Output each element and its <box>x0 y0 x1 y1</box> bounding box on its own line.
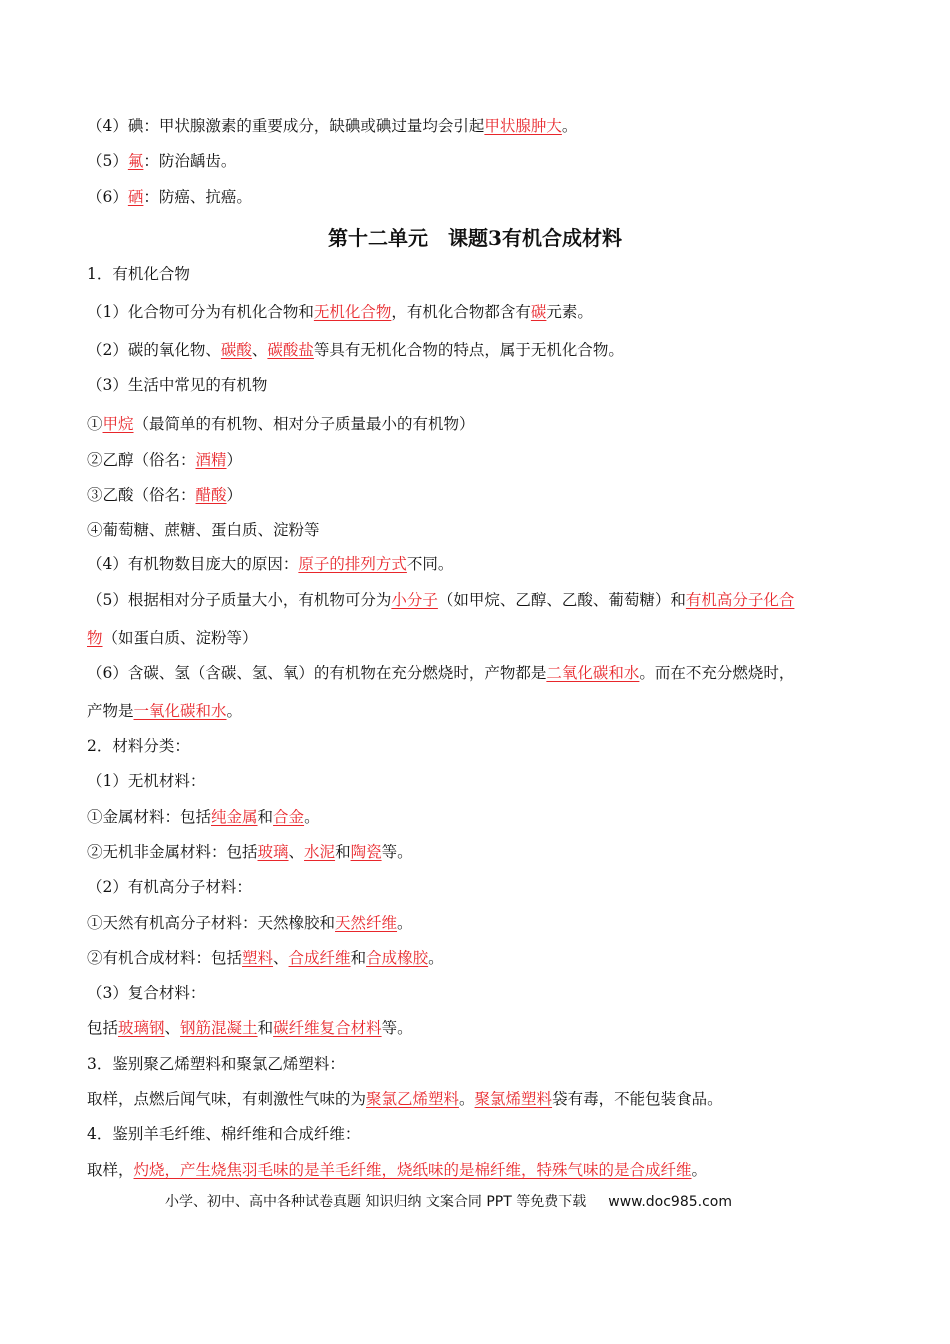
answer-text: 碳酸盐 <box>267 341 314 359</box>
body-text: 取样，点燃后闻气味，有刺激性气味的为 <box>87 1090 367 1108</box>
answer-text: 甲烷 <box>102 415 134 433</box>
body-text: 等具有无机化合物的特点，属于无机化合物。 <box>313 341 624 359</box>
footer-text: 小学、初中、高中各种试卷真题 知识归纳 文案合同 PPT 等免费下载 <box>165 1194 587 1210</box>
body-text: 、 <box>251 341 268 359</box>
body-text: 。 <box>397 914 413 932</box>
text-line <box>87 264 190 284</box>
text-line <box>87 414 475 434</box>
text-line <box>87 1160 707 1180</box>
answer-text: 物 <box>87 629 103 647</box>
body-text: 和 <box>257 808 274 826</box>
body-text: ②无机非金属材料：包括 <box>87 843 258 861</box>
section-title: 第十二单元 课题3有机合成材料 <box>328 226 622 250</box>
answer-text: 碳 <box>530 303 547 321</box>
answer-text: 硒 <box>127 188 144 206</box>
body-text: 、 <box>273 949 289 967</box>
answer-text: 钢筋混凝土 <box>180 1019 258 1037</box>
body-text: （6） <box>87 188 128 206</box>
answer-text: 陶瓷 <box>350 843 382 861</box>
answer-text: 纯金属 <box>211 808 258 826</box>
answer-text: 玻璃 <box>257 843 289 861</box>
text-line <box>87 736 190 756</box>
body-text: ④葡萄糖、蔗糖、蛋白质、淀粉等 <box>87 521 320 539</box>
text-line <box>87 807 320 827</box>
body-text: 和 <box>350 949 367 967</box>
answer-text: 无机化合物 <box>313 303 392 321</box>
text-line <box>87 771 205 791</box>
body-text: 和 <box>257 1019 274 1037</box>
answer-text: 小分子 <box>391 591 438 609</box>
body-text: 等。 <box>381 843 413 861</box>
body-text: ：防癌、抗癌。 <box>143 188 252 206</box>
footer <box>165 1191 732 1211</box>
body-text: 。 <box>428 949 444 967</box>
body-text: 2．材料分类： <box>87 737 190 755</box>
body-text: （如甲烷、乙醇、乙酸、葡萄糖）和 <box>437 591 686 609</box>
answer-text: 有机高分子化合 <box>685 591 795 609</box>
body-text: （1）无机材料： <box>87 772 206 790</box>
body-text: 和 <box>335 843 351 861</box>
text-line <box>87 1089 723 1109</box>
text-line <box>87 485 242 505</box>
answer-text: 天然纤维 <box>335 914 398 932</box>
body-text: 。 <box>691 1161 708 1179</box>
text-line <box>87 1054 345 1074</box>
body-text: 等。 <box>381 1019 413 1037</box>
body-text: 袋有毒，不能包装食品。 <box>552 1090 723 1108</box>
body-text: （最简单的有机物、相对分子质量最小的有机物） <box>133 415 475 433</box>
body-text: ） <box>226 486 243 504</box>
body-text: 取样， <box>87 1161 134 1179</box>
answer-text: 灼烧，产生烧焦羽毛味的是羊毛纤维，烧纸味的是棉纤维，特殊气味的是合成纤维 <box>133 1161 692 1179</box>
text-line <box>87 375 267 395</box>
text-line <box>87 520 320 540</box>
answer-text: 一氧化碳和水 <box>133 702 227 720</box>
answer-text: 氟 <box>127 152 144 170</box>
answer-text: 聚氯乙烯塑料 <box>366 1090 460 1108</box>
body-text: 4．鉴别羊毛纤维、棉纤维和合成纤维： <box>87 1125 361 1143</box>
text-line <box>87 151 236 171</box>
text-line <box>87 1124 360 1144</box>
body-text: 、 <box>288 843 305 861</box>
text-line <box>87 1018 413 1038</box>
answer-text: 聚氯烯塑料 <box>474 1090 553 1108</box>
text-line <box>87 628 258 648</box>
answer-text: 合成纤维 <box>288 949 351 967</box>
body-text: （3）复合材料： <box>87 984 206 1002</box>
text-line <box>87 948 444 968</box>
body-text: 。 <box>226 702 243 720</box>
answer-text: 甲状腺肿大 <box>484 117 562 135</box>
text-line <box>87 116 577 136</box>
text-line <box>87 877 252 897</box>
body-text: （2）碳的氧化物、 <box>87 341 221 359</box>
body-text: ②有机合成材料：包括 <box>87 949 243 967</box>
text-line <box>87 450 242 470</box>
text-line <box>87 187 252 207</box>
body-text: （2）有机高分子材料： <box>87 878 252 896</box>
answer-text: 原子的排列方式 <box>298 555 407 573</box>
body-text: 、 <box>164 1019 181 1037</box>
body-text: ，有机化合物都含有 <box>391 303 531 321</box>
body-text: ①天然有机高分子材料：天然橡胶和 <box>87 914 336 932</box>
body-text: 不同。 <box>406 555 454 573</box>
body-text: ：防治龋齿。 <box>143 152 237 170</box>
answer-text: 水泥 <box>304 843 336 861</box>
text-line <box>87 663 794 683</box>
body-text: ③乙酸（俗名： <box>87 486 196 504</box>
body-text: ①金属材料：包括 <box>87 808 212 826</box>
body-text: 产物是 <box>87 702 134 720</box>
body-text: 1．有机化合物 <box>87 265 190 283</box>
answer-text: 酒精 <box>195 451 227 469</box>
body-text: （5） <box>87 152 128 170</box>
body-text: （6）含碳、氢（含碳、氢、氧）的有机物在充分燃烧时，产物都是 <box>87 664 547 682</box>
body-text: （1）化合物可分为有机化合物和 <box>87 303 314 321</box>
text-line <box>87 913 413 933</box>
answer-text: 碳纤维复合材料 <box>273 1019 382 1037</box>
text-line <box>87 590 794 610</box>
text-line <box>87 554 453 574</box>
answer-text: 合金 <box>273 808 305 826</box>
text-line <box>87 340 624 360</box>
answer-text: 玻璃钢 <box>118 1019 165 1037</box>
text-line <box>87 701 242 721</box>
body-text: ） <box>226 451 243 469</box>
body-text: 包括 <box>87 1019 119 1037</box>
body-text: （如蛋白质、淀粉等） <box>102 629 258 647</box>
body-text: （3）生活中常见的有机物 <box>87 376 268 394</box>
text-line <box>87 842 413 862</box>
body-text: （5）根据相对分子质量大小，有机物可分为 <box>87 591 392 609</box>
body-text: 。 <box>561 117 578 135</box>
body-text: 。 <box>459 1090 475 1108</box>
answer-text: 合成橡胶 <box>366 949 429 967</box>
answer-text: 醋酸 <box>195 486 227 504</box>
body-text: 。而在不充分燃烧时， <box>639 664 795 682</box>
answer-text: 二氧化碳和水 <box>546 664 640 682</box>
body-text: ① <box>87 415 103 433</box>
text-line <box>87 302 593 322</box>
footer-url[interactable]: www.doc985.com <box>608 1194 732 1210</box>
body-text: （4）有机物数目庞大的原因： <box>87 555 299 573</box>
body-text: 。 <box>304 808 320 826</box>
body-text: （4）碘：甲状腺激素的重要成分，缺碘或碘过量均会引起 <box>87 117 485 135</box>
body-text: 元素。 <box>546 303 593 321</box>
answer-text: 碳酸 <box>220 341 252 359</box>
body-text: ②乙醇（俗名： <box>87 451 196 469</box>
text-line <box>87 983 205 1003</box>
answer-text: 塑料 <box>242 949 274 967</box>
body-text: 3．鉴别聚乙烯塑料和聚氯乙烯塑料： <box>87 1055 345 1073</box>
